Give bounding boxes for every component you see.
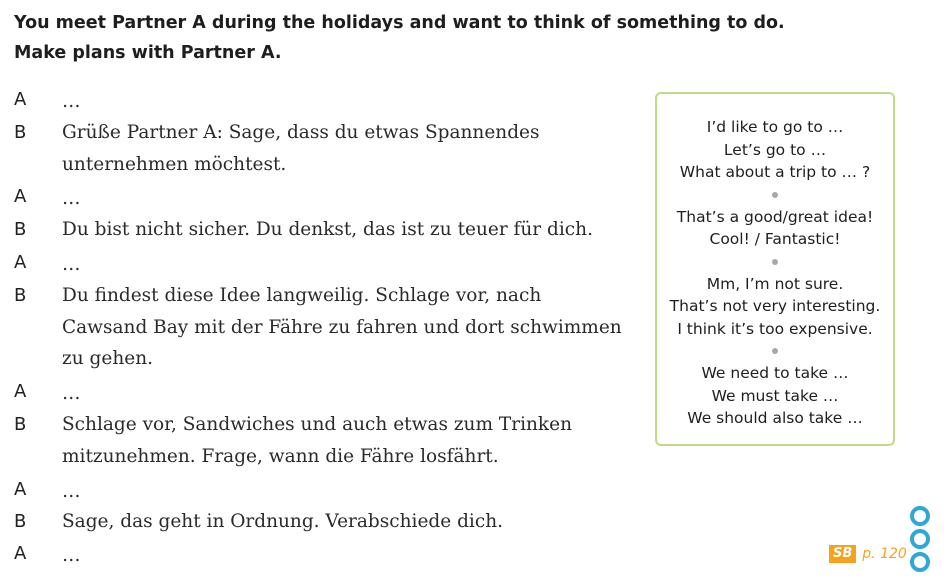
difficulty-indicator-icon — [910, 506, 936, 572]
dialogue-line: zu gehen. — [62, 348, 153, 369]
speaker-label: A — [14, 479, 27, 500]
phrase: That’s not very interesting. — [669, 297, 881, 315]
dialogue-line: Du findest diese Idee langweilig. Schlage vor, nach — [62, 285, 542, 306]
dialogue-line: … — [62, 545, 81, 566]
phrase: I think it’s too expensive. — [677, 319, 873, 338]
dialogue-line: … — [62, 91, 81, 112]
circle-icon — [910, 506, 930, 526]
speaker-label: B — [14, 285, 27, 306]
speaker-label: A — [14, 186, 27, 207]
speaker-label: B — [14, 511, 27, 532]
student-book-reference — [829, 545, 907, 563]
circle-icon — [910, 552, 930, 572]
dialogue-line: unternehmen möchtest. — [62, 154, 287, 175]
phrase: We must take … — [711, 386, 839, 405]
phrase: What about a trip to … ? — [679, 163, 871, 181]
speaker-label: A — [14, 252, 27, 273]
dialogue-line: Cawsand Bay mit der Fähre zu fahren und dort schwimmen — [62, 317, 622, 338]
speaker-label: B — [14, 414, 27, 435]
speaker-label: A — [14, 381, 27, 402]
dialogue-line: Du bist nicht sicher. Du denkst, das ist zu teuer für dich. — [62, 219, 593, 240]
circle-icon — [910, 529, 930, 549]
speaker-label: A — [14, 89, 27, 110]
speaker-label: A — [14, 543, 27, 564]
phrase: I’d like to go to … — [706, 118, 844, 136]
dialogue-line: … — [62, 481, 81, 502]
speaker-label: B — [14, 122, 27, 143]
bullet-dot — [772, 259, 778, 265]
bullet-dot — [772, 192, 778, 198]
bullet-dot — [772, 348, 778, 354]
dialogue-line: mitzunehmen. Frage, wann die Fähre losfährt. — [62, 446, 499, 467]
dialogue-line: … — [62, 188, 81, 209]
instruction-line-1: You meet Partner A during the holidays and want to think of something to do. — [14, 13, 785, 33]
phrase: That’s a good/great idea! — [676, 207, 874, 226]
useful-phrases-box — [655, 92, 895, 446]
phrase: Mm, I’m not sure. — [706, 274, 844, 293]
sb-badge: SB — [829, 545, 856, 563]
phrase-group-agree — [657, 206, 893, 251]
phrase-group-suggest — [657, 116, 893, 184]
speaker-label: B — [14, 219, 27, 240]
page-number: p. 120 — [862, 546, 907, 562]
phrase: Cool! / Fantastic! — [709, 230, 841, 248]
instruction-line-2: Make plans with Partner A. — [14, 43, 282, 63]
dialogue-line: Sage, das geht in Ordnung. Verabschiede dich. — [62, 511, 503, 532]
dialogue-line: … — [62, 383, 81, 404]
phrase: We need to take … — [701, 364, 849, 382]
phrase: We should also take … — [687, 409, 863, 427]
dialogue-line: … — [62, 254, 81, 275]
phrase: Let’s go to … — [723, 140, 827, 159]
phrase-group-take — [657, 362, 893, 430]
phrase-group-disagree — [657, 273, 893, 341]
dialogue-line: Grüße Partner A: Sage, dass du etwas Spannendes — [62, 122, 540, 143]
dialogue-line: Schlage vor, Sandwiches und auch etwas zum Trinken — [62, 414, 572, 435]
